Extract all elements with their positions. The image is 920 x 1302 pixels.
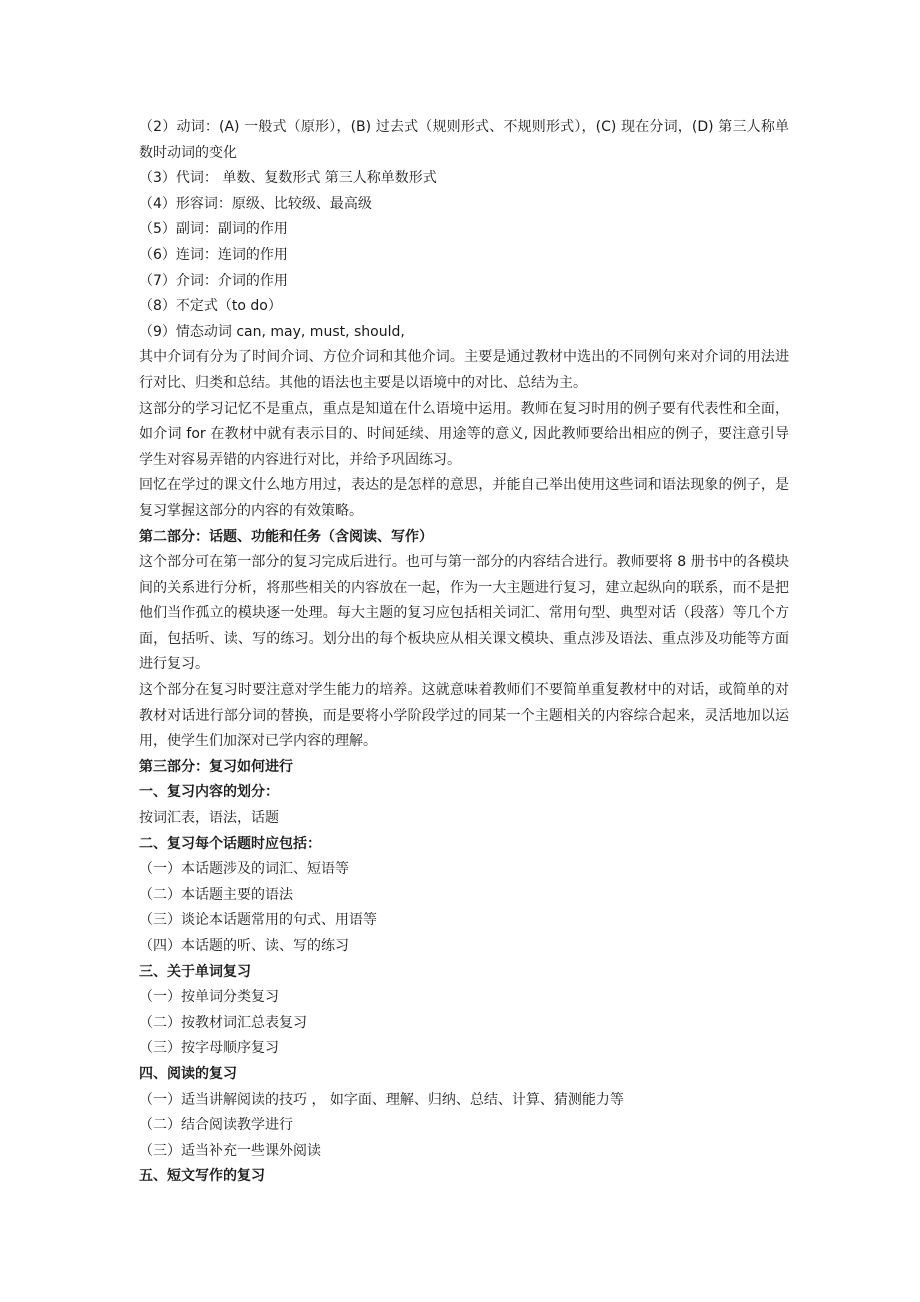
paragraph-topic-review: 这个部分可在第一部分的复习完成后进行。也可与第一部分的内容结合进行。教师要将 8 册书中的各模块间的关系进行分析，将那些相关的内容放在一起，作为一大主题进行复习，建立起纵向的联系，而不是把他们当作孤立的模块逐一处理。每大主题的复习应包括相关词汇、常用句型、典型对话（段落）等几个方面，包括听、读、写的练习。划分出的每个板块应从相关课文模块、重点涉及语法、重点涉及功能等方面进行复习。 xyxy=(139,554,789,673)
list-item: （二）按教材词汇总表复习 xyxy=(139,1014,307,1031)
grammar-item-adverbs: （5）副词：副词的作用 xyxy=(139,221,288,238)
heading-section-three: 三、关于单词复习 xyxy=(139,963,251,980)
heading-section-one: 一、复习内容的划分： xyxy=(139,784,279,801)
grammar-item-modal-verbs: （9）情态动词 can, may, must, should, xyxy=(139,323,405,340)
heading-section-two: 二、复习每个话题时应包括： xyxy=(139,835,321,852)
list-item: （三）谈论本话题常用的句式、用语等 xyxy=(139,912,377,929)
grammar-item-conjunctions: （6）连词：连词的作用 xyxy=(139,246,288,263)
list-item: （三）按字母顺序复习 xyxy=(139,1040,279,1057)
list-item: （一）按单词分类复习 xyxy=(139,989,279,1006)
paragraph-context-usage: 这部分的学习记忆不是重点，重点是知道在什么语境中运用。教师在复习时用的例子要有代表性和全面，如介词 for 在教材中就有表示目的、时间延续、用途等的意义, 因此教师要给出相应的例子，要注意引导学生对容易弄错的内容进行对比，并给予巩固练习。 xyxy=(139,400,789,468)
list-item: （四）本话题的听、读、写的练习 xyxy=(139,938,349,954)
list-item: （一）适当讲解阅读的技巧 ， 如字面、理解、归纳、总结、计算、猜测能力等 xyxy=(139,1091,624,1108)
grammar-item-pronouns: （3）代词： 单数、复数形式 第三人称单数形式 xyxy=(139,170,437,187)
grammar-item-verbs: （2）动词：(A) 一般式（原形），(B) 过去式（规则形式、不规则形式），(C) 现在分词，(D) 第三人称单数时动词的变化 xyxy=(139,119,789,161)
grammar-item-prepositions: （7）介词：介词的作用 xyxy=(139,272,288,289)
grammar-item-adjectives: （4）形容词：原级、比较级、最高级 xyxy=(139,195,372,212)
list-item: （二）结合阅读教学进行 xyxy=(139,1117,293,1134)
list-item: （二）本话题主要的语法 xyxy=(139,886,293,903)
paragraph-ability-training: 这个部分在复习时要注意对学生能力的培养。这就意味着教师们不要简单重复教材中的对话，或简单的对教材对话进行部分词的替换，而是要将小学阶段学过的同某一个主题相关的内容综合起来，灵活地加以运用，使学生们加深对已学内容的理解。 xyxy=(139,682,789,750)
section-one-text: 按词汇表，语法，话题 xyxy=(139,810,279,827)
document-body xyxy=(139,115,789,1190)
paragraph-prepositions: 其中介词有分为了时间介词、方位介词和其他介词。主要是通过教材中选出的不同例句来对介词的用法进行对比、归类和总结。其他的语法也主要是以语境中的对比、总结为主。 xyxy=(139,349,789,391)
list-item: （三）适当补充一些课外阅读 xyxy=(139,1142,321,1159)
heading-part-two: 第二部分：话题、功能和任务（含阅读、写作） xyxy=(139,528,433,545)
list-item: （一）本话题涉及的词汇、短语等 xyxy=(139,861,349,878)
paragraph-review-strategy: 回忆在学过的课文什么地方用过，表达的是怎样的意思，并能自己举出使用这些词和语法现象的例子，是复习掌握这部分的内容的有效策略。 xyxy=(139,477,789,519)
grammar-item-infinitive: （8）不定式（to do） xyxy=(139,298,282,315)
heading-section-four: 四、阅读的复习 xyxy=(139,1065,237,1082)
heading-part-three: 第三部分：复习如何进行 xyxy=(139,758,293,775)
heading-section-five: 五、短文写作的复习 xyxy=(139,1168,265,1185)
